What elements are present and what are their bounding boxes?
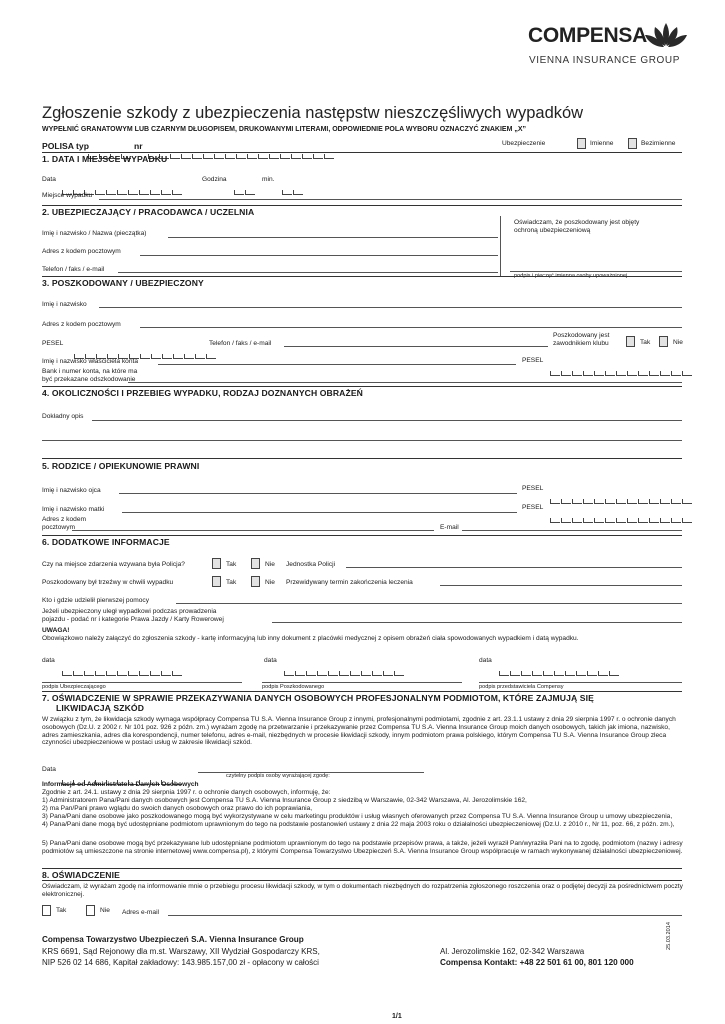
zawodnik-nie-checkbox[interactable] <box>659 336 668 347</box>
oswiadczam-line-1: Oświadczam, że poszkodowany jest objęty <box>514 219 640 226</box>
trzezwy-nie-label: Nie <box>265 579 275 586</box>
trzezwy-tak-label: Tak <box>226 579 237 586</box>
poszkodowany-adres-label: Adres z kodem pocztowym <box>42 321 121 328</box>
pojazd-field[interactable] <box>272 622 682 623</box>
policja-nie-label: Nie <box>265 561 275 568</box>
rodzic-email-label: E-mail <box>440 524 459 531</box>
pojazd-line-1: Jeżeli ubezpieczony uległ wypadkowi podczas prowadzenia <box>42 608 217 615</box>
poszkodowany-pesel-label: PESEL <box>42 340 64 347</box>
ojciec-field[interactable] <box>119 493 517 494</box>
miejsce-field[interactable] <box>99 199 682 200</box>
email-nie-checkbox[interactable] <box>86 905 95 916</box>
data-wypadku-label: Data <box>42 176 56 183</box>
bank-konto-field[interactable] <box>128 382 682 383</box>
zgoda-data-field[interactable] <box>62 767 183 773</box>
bank-line-2: być przekazane odszkodowanie <box>42 376 136 383</box>
brand-logo <box>528 22 688 48</box>
info-item-1: 1) Administratorem Pana/Pani danych osobowych jest Compensa TU S.A. Vienna Insurance Group z siedzibą w Warszawie, 02-342 Warszawa, Al. Jerozolimskie 162, <box>42 797 527 804</box>
section-8-text: Oświadczam, iż wyrażam zgodę na informowanie mnie o przebiegu procesu likwidacji szkody, w tym o dokumentach niezbędnych do rozpatrzenia zgłoszonego roszczenia oraz o podjętej decyzji za pośrednictwem poczty elektronicznej. <box>42 883 683 898</box>
bank-line-1: Bank i numer konta, na które ma <box>42 368 138 375</box>
podpis-poszkodowanego-caption: podpis Poszkodowanego <box>262 684 325 690</box>
matka-field[interactable] <box>122 512 517 513</box>
ubezpieczajacy-adres-field[interactable] <box>140 255 498 256</box>
info-item-2: 2) ma Pan/Pani prawo wglądu do swoich danych osobowych oraz prawo do ich poprawiania, <box>42 805 313 812</box>
zawodnik-tak-checkbox[interactable] <box>626 336 635 347</box>
min-label: min. <box>262 176 275 183</box>
trzezwy-nie-checkbox[interactable] <box>251 576 260 587</box>
polisa-typ-label: POLISA typ <box>42 141 89 151</box>
matka-label: Imię i nazwisko matki <box>42 506 105 513</box>
data-3-label: data <box>479 657 492 664</box>
poszkodowany-imie-label: Imię i nazwisko <box>42 301 87 308</box>
podpis-przedstawiciela-field[interactable] <box>479 682 682 683</box>
pomoc-label: Kto i gdzie udzielił pierwszej pomocy <box>42 597 150 604</box>
pomoc-field[interactable] <box>176 603 682 604</box>
imienne-checkbox[interactable] <box>577 138 586 149</box>
ubezpieczajacy-imie-field[interactable] <box>168 237 498 238</box>
ojciec-pesel-field[interactable] <box>550 486 693 492</box>
opis-field-1[interactable] <box>92 420 682 421</box>
data-3-field[interactable] <box>499 658 620 664</box>
matka-pesel-field[interactable] <box>550 505 693 511</box>
footer-date-code: 25.03.2014 <box>666 922 672 950</box>
opis-label: Dokładny opis <box>42 413 84 420</box>
godzina-field[interactable] <box>234 177 256 183</box>
section-3-title: 3. POSZKODOWANY / UBEZPIECZONY <box>42 278 204 288</box>
data-2-label: data <box>264 657 277 664</box>
section-7-title-cont: LIKWIDACJĄ SZKÓD <box>56 703 145 713</box>
poszkodowany-telefon-field[interactable] <box>284 346 548 347</box>
uwaga-text: Obowiązkowo należy załączyć do zgłoszenia szkody - kartę informacyjną lub inny dokument z placówki medycznej z opisem obrażeń ciała spowodowanych wypadkiem i datą wypadku. <box>42 635 579 642</box>
section-1-title: 1. DATA I MIEJSCE WYPADKU <box>42 154 168 164</box>
wlasciciel-pesel-field[interactable] <box>550 358 693 364</box>
poszkodowany-telefon-label: Telefon / faks / e-mail <box>209 340 272 347</box>
info-item-3: 3) Pana/Pani dane osobowe jako poszkodowanego mogą być wykorzystywane w celu marketingu produktów i usług własnych oferowanych przez Compensa TU S.A. Vienna Insurance Group u umowy ubezpieczenia, <box>42 813 673 820</box>
podpis-ubezpieczajacego-field[interactable] <box>42 682 242 683</box>
bezimienne-checkbox[interactable] <box>628 138 637 149</box>
ubezpieczajacy-telefon-field[interactable] <box>118 272 498 273</box>
polisa-typ-field[interactable] <box>88 141 132 147</box>
email-tak-label: Tak <box>56 907 67 914</box>
data-2-field[interactable] <box>284 658 405 664</box>
termin-label: Przewidywany termin zakończenia leczenia <box>286 579 413 586</box>
ubezpieczajacy-podpis-field[interactable] <box>510 271 682 272</box>
trzezwy-label: Poszkodowany był trzeźwy w chwili wypadku <box>42 579 174 586</box>
footer-nip: NIP 526 02 14 686, Kapitał zakładowy: 143.985.157,00 zł - opłacony w całości <box>42 958 319 967</box>
email-tak-checkbox[interactable] <box>42 905 51 916</box>
section-7-title: 7. OŚWIADCZENIE W SPRAWIE PRZEKAZYWANIA DANYCH OSOBOWYCH PROFESJONALNYM PODMIOTOM, KTÓRE ZAJMUJĄ SIĘ <box>42 693 594 703</box>
min-field[interactable] <box>282 177 304 183</box>
godzina-label: Godzina <box>202 176 227 183</box>
matka-pesel-label: PESEL <box>522 504 544 511</box>
jednostka-label: Jednostka Policji <box>286 561 336 568</box>
polisa-nr-label: nr <box>134 141 143 151</box>
data-1-field[interactable] <box>62 658 183 664</box>
email-nie-label: Nie <box>100 907 110 914</box>
lotus-icon <box>644 22 688 48</box>
adres-email-field[interactable] <box>168 915 682 916</box>
imienne-label: Imienne <box>590 140 614 147</box>
pojazd-line-2: pojazdu - podać nr i kategorie Prawa Jazdy / Karty Rowerowej <box>42 616 224 623</box>
miejsce-label: Miejsce wypadku <box>42 192 93 199</box>
ubezpieczajacy-imie-label: Imię i nazwisko / Nazwa (pieczątka) <box>42 230 147 237</box>
info-item-5: 5) Pana/Pani dane osobowe mogą być przekazywane lub udostępniane podmiotom uprawnionym do tego na podstawie przepisów prawa, a także, jeżeli wyraził Pan/wyraziła Pani na to zgodę, podmiotom (nazwy i adresy podmiotów są umieszczone na stronie internetowej www.compensa.pl), z którymi Compensa Towarzystwo Ubezpieczeń S.A. Vienna Insurance Group współpracuje w ramach wykonywanej działalności ubezpieczeniowej. <box>42 840 683 855</box>
poszkodowany-pesel-field[interactable] <box>74 341 217 347</box>
ubezpieczajacy-podpis-caption: podpis i pieczęć imienna osoby upoważnionej <box>514 273 628 279</box>
ojciec-label: Imię i nazwisko ojca <box>42 487 101 494</box>
rodzic-adres-field[interactable] <box>72 530 434 531</box>
zawodnik-line-2: zawodnikiem klubu <box>553 340 609 347</box>
brand-name: COMPENSA <box>528 24 647 47</box>
termin-field[interactable] <box>440 585 682 586</box>
podpis-przedstawiciela-caption: podpis przedstawiciela Compensy <box>479 684 564 690</box>
jednostka-field[interactable] <box>346 567 682 568</box>
zgoda-podpis-caption: czytelny podpis osoby wyrażającej zgodę: <box>226 773 330 779</box>
section-7-text: W związku z tym, że likwidacja szkody wymaga współpracy Compensa TU S.A. Vienna Insurance Group z innymi, profesjonalnymi podmiotami, zgodnie z art. 23.1.1 ustawy z dnia 29 sierpnia 1997 r. o ochronie danych osobowych (Dz.U. z 2002 r. Nr 101 poz. 926 z późn. zm.) wyrażam zgodę na przetwarzanie i przekazywanie przez Compensa TU S.A. Vienna Insurance Group moich danych osobowych, takich jak imiona, nazwisko, adres zamieszkania, adres dla korespondencji, numer telefonu, adres e-mail, niezbędnych w procesie likwidacji szkody, innym podmiotom prawa polskiego, którym Compensa TU S.A. Vienna Insurance Group zleca czynności ubezpieczeniowe w postaci usług w zakresie likwidacji szkód. <box>42 716 676 747</box>
ubezpieczajacy-telefon-label: Telefon / faks / e-mail <box>42 266 105 273</box>
footer-contact: Compensa Kontakt: +48 22 501 61 00, 801 120 000 <box>440 958 634 967</box>
page-number: 1/1 <box>392 1013 402 1020</box>
policja-tak-label: Tak <box>226 561 237 568</box>
zgoda-data-label: Data <box>42 766 56 773</box>
info-title: Informacje od Administratora Danych Osobowych <box>42 781 199 788</box>
policja-label: Czy na miejsce zdarzenia wzywana była Policja? <box>42 561 185 568</box>
section-2-title: 2. UBEZPIECZAJĄCY / PRACODAWCA / UCZELNIA <box>42 207 255 217</box>
trzezwy-tak-checkbox[interactable] <box>212 576 221 587</box>
bezimienne-label: Bezimienne <box>641 140 676 147</box>
footer-company: Compensa Towarzystwo Ubezpieczeń S.A. Vienna Insurance Group <box>42 935 304 944</box>
zawodnik-nie-label: Nie <box>673 339 683 346</box>
polisa-nr-field[interactable] <box>148 141 335 147</box>
brand-tagline: VIENNA INSURANCE GROUP <box>529 55 681 66</box>
info-item-4: 4) Pana/Pani dane mogą być udostępniane podmiotom uprawnionym do tego na podstawie postanowień ustawy z dnia 22 maja 2003 roku o działalności ubezpieczeniowej (Dz.U. z 2010 r., Nr 11, poz. 66, z późn. zm.), <box>42 821 675 828</box>
podpis-ubezpieczajacego-caption: podpis Ubezpieczającego <box>42 684 106 690</box>
opis-field-2[interactable] <box>42 440 682 441</box>
section-5-title: 5. RODZICE / OPIEKUNOWIE PRAWNI <box>42 461 200 471</box>
form-instruction: WYPEŁNIĆ GRANATOWYM LUB CZARNYM DŁUGOPISEM, DRUKOWANYMI LITERAMI, ODPOWIEDNIE POLA WYBORU OZNACZYĆ ZNAKIEM „X” <box>42 126 527 133</box>
ubezpieczajacy-adres-label: Adres z kodem pocztowym <box>42 248 121 255</box>
poszkodowany-imie-field[interactable] <box>99 307 682 308</box>
policja-tak-checkbox[interactable] <box>212 558 221 569</box>
uwaga-label: UWAGA! <box>42 627 70 634</box>
section-6-title: 6. DODATKOWE INFORMACJE <box>42 537 170 547</box>
zawodnik-line-1: Poszkodowany jest <box>553 332 610 339</box>
section-4-title: 4. OKOLICZNOŚCI I PRZEBIEG WYPADKU, RODZAJ DOZNANYCH OBRAŻEŃ <box>42 388 363 398</box>
zawodnik-tak-label: Tak <box>640 339 651 346</box>
rodzic-adres-line-2: pocztowym <box>42 524 75 531</box>
info-intro: Zgodnie z art. 24.1. ustawy z dnia 29 sierpnia 1997 r. o ochronie danych osobowych, informuję, że: <box>42 789 331 796</box>
adres-email-label: Adres e-mail <box>122 909 160 916</box>
oswiadczam-line-2: ochroną ubezpieczeniową <box>514 227 591 234</box>
ubezpieczenie-label: Ubezpieczenie <box>502 140 546 147</box>
data-1-label: data <box>42 657 55 664</box>
podpis-poszkodowanego-field[interactable] <box>262 682 462 683</box>
wlasciciel-konta-label: Imię i nazwisko właściciela konta <box>42 358 139 365</box>
ojciec-pesel-label: PESEL <box>522 485 544 492</box>
section-8-title: 8. OŚWIADCZENIE <box>42 870 120 880</box>
form-title: Zgłoszenie szkody z ubezpieczenia następstw nieszczęśliwych wypadków <box>42 104 584 122</box>
wlasciciel-konta-field[interactable] <box>158 364 516 365</box>
data-wypadku-field[interactable] <box>62 177 183 183</box>
rodzic-email-field[interactable] <box>462 530 682 531</box>
rodzic-adres-line-1: Adres z kodem <box>42 516 86 523</box>
policja-nie-checkbox[interactable] <box>251 558 260 569</box>
poszkodowany-adres-field[interactable] <box>140 327 682 328</box>
footer-address: Al. Jerozolimskie 162, 02-342 Warszawa <box>440 947 585 956</box>
wlasciciel-pesel-label: PESEL <box>522 357 544 364</box>
footer-krs: KRS 6691, Sąd Rejonowy dla m.st. Warszawy, XII Wydział Gospodarczy KRS, <box>42 947 320 956</box>
